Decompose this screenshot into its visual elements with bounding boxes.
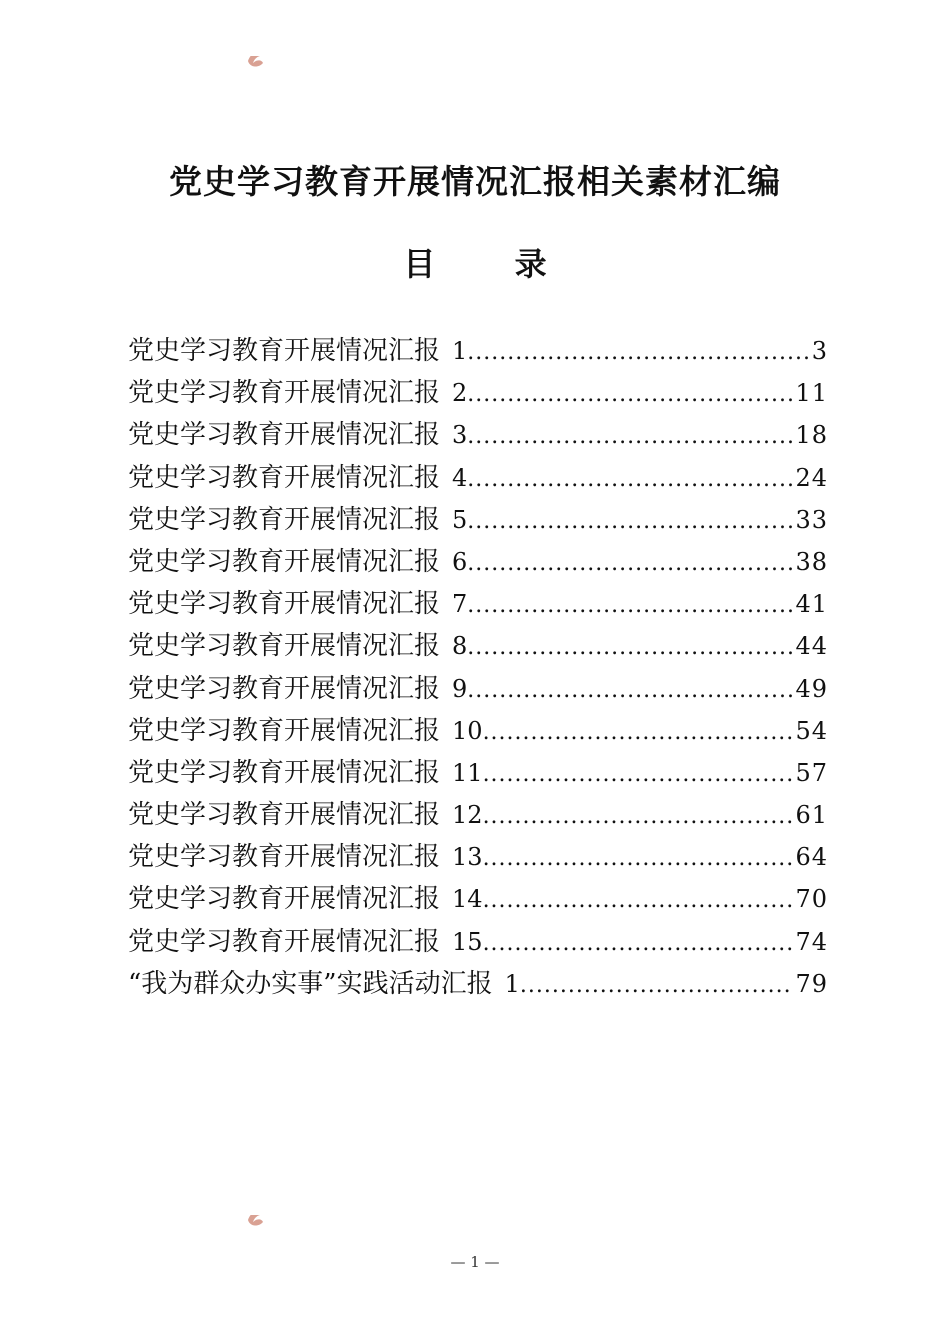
toc-entry-label: 党史学习教育开展情况汇报	[128, 673, 441, 704]
toc-entry-page: 41	[795, 590, 828, 619]
toc-entry-number: 14	[452, 885, 483, 914]
document-title: 党史学习教育开展情况汇报相关素材汇编	[169, 162, 781, 201]
toc-dot-leader	[467, 374, 793, 416]
toc-entry-page: 44	[795, 632, 828, 661]
toc-entry-label: 党史学习教育开展情况汇报	[128, 842, 441, 873]
toc-entry-page: 11	[795, 379, 828, 408]
toc-entry-page: 61	[795, 801, 828, 830]
toc-entry-page: 74	[795, 927, 828, 956]
toc-entry-number: 10	[452, 716, 483, 745]
toc-dot-leader	[483, 880, 794, 922]
toc-dot-leader	[467, 416, 793, 458]
toc-dot-leader	[483, 712, 794, 754]
toc-entry[interactable]	[128, 499, 828, 541]
toc-entry-page: 33	[795, 505, 828, 534]
toc-entry-number: 5	[452, 505, 468, 534]
toc-entry-label: 党史学习教育开展情况汇报	[128, 715, 441, 746]
toc-entry[interactable]	[128, 330, 828, 372]
toc-dot-leader	[483, 838, 794, 880]
toc-entry-label: 党史学习教育开展情况汇报	[128, 336, 441, 366]
toc-entry[interactable]	[128, 625, 828, 667]
toc-entry-number: 13	[452, 843, 483, 872]
toc-entry[interactable]	[128, 836, 828, 878]
toc-entry-number: 7	[452, 590, 468, 619]
toc-entry[interactable]	[128, 921, 828, 963]
footer-watermark	[245, 1215, 715, 1241]
toc-entry-label: 党史学习教育开展情况汇报	[128, 462, 441, 493]
toc-entry-number: 2	[452, 379, 468, 408]
toc-entry-label: 党史学习教育开展情况汇报	[128, 926, 441, 957]
toc-dot-leader	[467, 670, 793, 712]
toc-entry[interactable]	[128, 414, 828, 456]
toc-entry-number: 8	[452, 632, 468, 661]
toc-entry-page: 3	[811, 337, 828, 365]
page-number: — 1 —	[450, 1253, 500, 1271]
toc-entry-label: 党史学习教育开展情况汇报	[128, 378, 441, 409]
toc-entry-label: 党史学习教育开展情况汇报	[128, 504, 441, 535]
toc-entry[interactable]	[128, 457, 828, 499]
toc-entry[interactable]	[128, 583, 828, 625]
toc-entry-page: 64	[795, 843, 828, 872]
toc-entry-label: 党史学习教育开展情况汇报	[128, 589, 441, 620]
toc-entry[interactable]	[128, 794, 828, 836]
toc-entry-page: 54	[795, 716, 828, 745]
toc-dot-leader	[467, 501, 793, 543]
toc-entry-page: 49	[795, 674, 828, 703]
toc-dot-leader	[483, 796, 794, 838]
toc-entry-label: 党史学习教育开展情况汇报	[128, 546, 441, 577]
toc-entry[interactable]	[128, 963, 828, 1005]
toc-dot-leader	[467, 627, 793, 669]
toc-dot-leader	[467, 459, 793, 501]
toc-entry-number: 12	[452, 801, 483, 830]
toc-entry[interactable]	[128, 710, 828, 752]
toc-entry-page: 18	[795, 421, 828, 450]
toc-entry-number: 1	[452, 337, 468, 365]
toc-entry-page: 79	[795, 969, 828, 998]
toc-entry-page: 70	[795, 885, 828, 914]
toc-entry[interactable]	[128, 372, 828, 414]
watermark-logo-icon	[245, 56, 267, 69]
toc-entry-number: 3	[452, 421, 468, 450]
toc-dot-leader	[467, 332, 809, 374]
toc-entry-number: 9	[452, 674, 468, 703]
toc-entry-page: 38	[795, 547, 828, 576]
toc-entry-label: 党史学习教育开展情况汇报	[128, 884, 441, 915]
toc-entry-number: 6	[452, 547, 468, 576]
toc-entry-page: 24	[795, 463, 828, 492]
toc-entry-number: 4	[452, 463, 468, 492]
toc-dot-leader	[520, 965, 794, 1007]
header-watermark	[245, 56, 715, 82]
table-of-contents	[128, 330, 828, 1005]
toc-entry-label: 党史学习教育开展情况汇报	[128, 800, 441, 831]
toc-entry-page: 57	[795, 758, 828, 787]
toc-entry-label: 党史学习教育开展情况汇报	[128, 757, 441, 788]
toc-dot-leader	[467, 543, 793, 585]
toc-heading: 目 录	[403, 245, 581, 283]
toc-entry-label: “我为群众办实事”实践活动汇报	[128, 968, 493, 999]
toc-entry-number: 15	[452, 927, 483, 956]
toc-entry-number: 11	[452, 758, 483, 787]
toc-dot-leader	[483, 754, 794, 796]
toc-entry-label: 党史学习教育开展情况汇报	[128, 420, 441, 451]
toc-entry-number: 1	[504, 969, 520, 998]
toc-entry-label: 党史学习教育开展情况汇报	[128, 631, 441, 662]
watermark-logo-icon	[245, 1215, 267, 1228]
toc-entry[interactable]	[128, 541, 828, 583]
toc-dot-leader	[467, 585, 793, 627]
toc-dot-leader	[483, 923, 794, 965]
toc-entry[interactable]	[128, 752, 828, 794]
toc-entry[interactable]	[128, 668, 828, 710]
toc-entry[interactable]	[128, 878, 828, 920]
